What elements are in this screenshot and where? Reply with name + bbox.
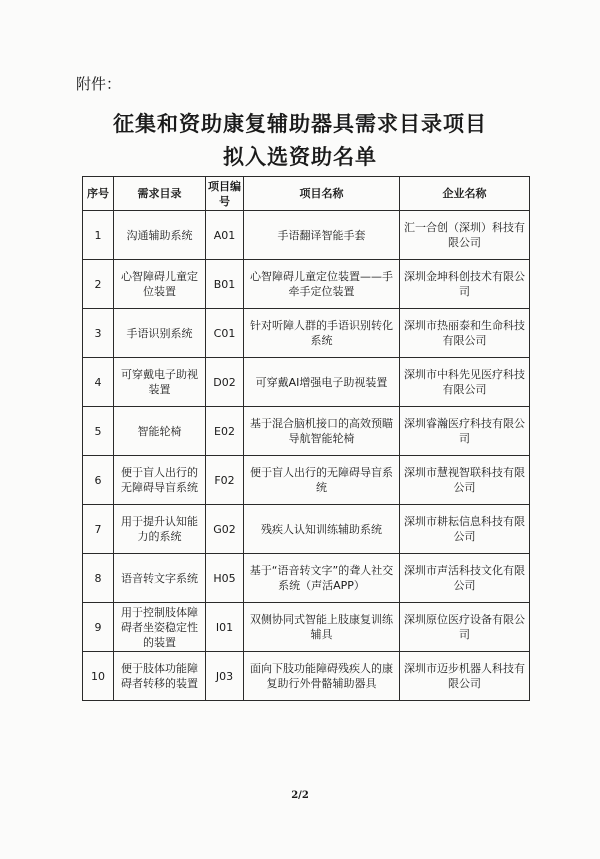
- cell-company: 深圳市中科先见医疗科技有限公司: [400, 358, 530, 407]
- header-project: 项目名称: [244, 177, 400, 211]
- cell-project: 可穿戴AI增强电子助视装置: [244, 358, 400, 407]
- header-company: 企业名称: [400, 177, 530, 211]
- cell-code: F02: [206, 456, 244, 505]
- cell-no: 7: [83, 505, 114, 554]
- table-header-row: [83, 177, 530, 211]
- cell-category: 手语识别系统: [114, 309, 206, 358]
- cell-company: 深圳金坤科创技术有限公司: [400, 260, 530, 309]
- cell-category: 用于提升认知能力的系统: [114, 505, 206, 554]
- cell-no: 2: [83, 260, 114, 309]
- header-no: 序号: [83, 177, 114, 211]
- cell-no: 5: [83, 407, 114, 456]
- cell-company: 深圳市热丽泰和生命科技有限公司: [400, 309, 530, 358]
- cell-code: J03: [206, 652, 244, 701]
- cell-no: 8: [83, 554, 114, 603]
- cell-project: 基于混合脑机接口的高效预瞄导航智能轮椅: [244, 407, 400, 456]
- cell-company: 深圳市慧视智联科技有限公司: [400, 456, 530, 505]
- table-row: [83, 505, 530, 554]
- cell-code: I01: [206, 603, 244, 652]
- cell-company: 汇一合创（深圳）科技有限公司: [400, 211, 530, 260]
- cell-project: 残疾人认知训练辅助系统: [244, 505, 400, 554]
- cell-category: 用于控制肢体障碍者坐姿稳定性的装置: [114, 603, 206, 652]
- cell-no: 3: [83, 309, 114, 358]
- table-row: [83, 260, 530, 309]
- cell-company: 深圳市耕耘信息科技有限公司: [400, 505, 530, 554]
- cell-project: 面向下肢功能障碍残疾人的康复助行外骨骼辅助器具: [244, 652, 400, 701]
- document-title: 征集和资助康复辅助器具需求目录项目: [113, 111, 487, 136]
- cell-category: 便于肢体功能障碍者转移的装置: [114, 652, 206, 701]
- cell-project: 针对听障人群的手语识别转化系统: [244, 309, 400, 358]
- cell-category: 可穿戴电子助视装置: [114, 358, 206, 407]
- cell-project: 便于盲人出行的无障碍导盲系统: [244, 456, 400, 505]
- header-category: 需求目录: [114, 177, 206, 211]
- cell-category: 语音转文字系统: [114, 554, 206, 603]
- cell-category: 便于盲人出行的无障碍导盲系统: [114, 456, 206, 505]
- cell-category: 智能轮椅: [114, 407, 206, 456]
- cell-code: B01: [206, 260, 244, 309]
- header-code: 项目编号: [206, 177, 244, 211]
- cell-code: C01: [206, 309, 244, 358]
- cell-no: 6: [83, 456, 114, 505]
- cell-no: 4: [83, 358, 114, 407]
- cell-category: 心智障碍儿童定位装置: [114, 260, 206, 309]
- annex-label: 附件：: [76, 75, 122, 93]
- cell-no: 10: [83, 652, 114, 701]
- table-row: [83, 211, 530, 260]
- cell-code: E02: [206, 407, 244, 456]
- funding-list-table: [82, 176, 530, 701]
- cell-company: 深圳原位医疗设备有限公司: [400, 603, 530, 652]
- table-row: [83, 358, 530, 407]
- cell-code: D02: [206, 358, 244, 407]
- table-row: [83, 554, 530, 603]
- table-row: [83, 407, 530, 456]
- cell-project: 双侧协同式智能上肢康复训练辅具: [244, 603, 400, 652]
- cell-code: H05: [206, 554, 244, 603]
- document-subtitle: 拟入选资助名单: [223, 144, 377, 169]
- cell-no: 1: [83, 211, 114, 260]
- table-row: [83, 456, 530, 505]
- cell-code: A01: [206, 211, 244, 260]
- page-number: 2/2: [291, 790, 309, 801]
- table-row: [83, 603, 530, 652]
- cell-code: G02: [206, 505, 244, 554]
- cell-project: 手语翻译智能手套: [244, 211, 400, 260]
- cell-project: 心智障碍儿童定位装置——手牵手定位装置: [244, 260, 400, 309]
- cell-company: 深圳市迈步机器人科技有限公司: [400, 652, 530, 701]
- cell-project: 基于“语音转文字”的聋人社交系统（声活APP）: [244, 554, 400, 603]
- cell-category: 沟通辅助系统: [114, 211, 206, 260]
- cell-company: 深圳市声活科技文化有限公司: [400, 554, 530, 603]
- table-row: [83, 652, 530, 701]
- table-row: [83, 309, 530, 358]
- cell-no: 9: [83, 603, 114, 652]
- cell-company: 深圳睿瀚医疗科技有限公司: [400, 407, 530, 456]
